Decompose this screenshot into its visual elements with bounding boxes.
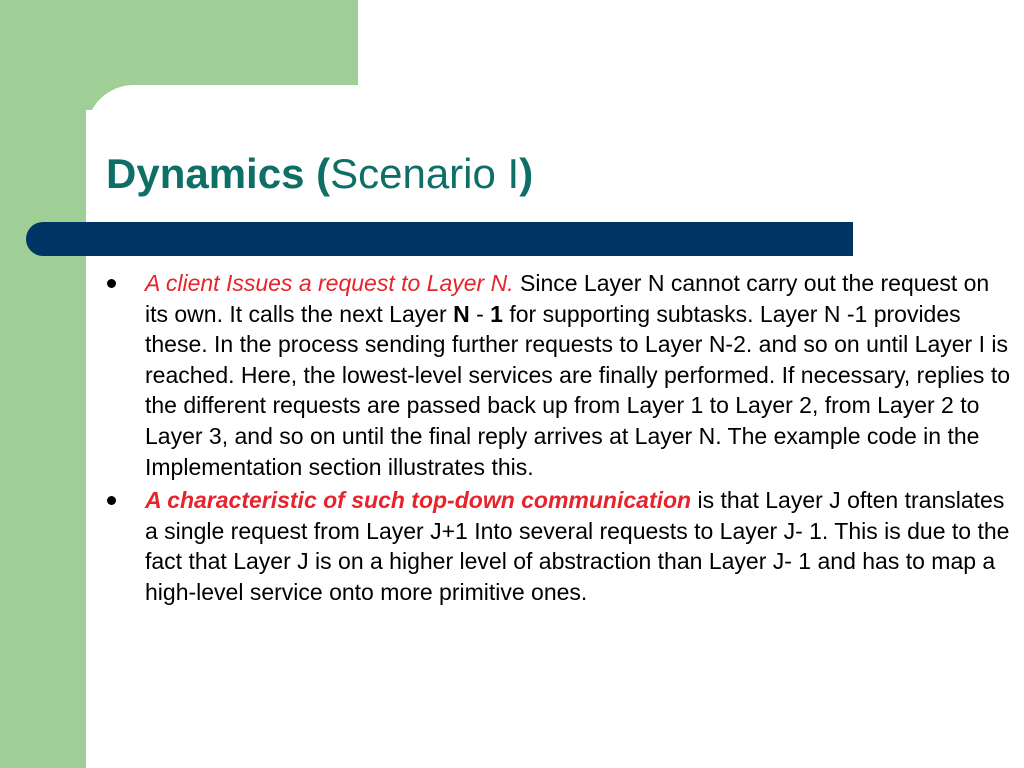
bullet-1-bold-n: N: [453, 300, 470, 327]
green-sidebar-decoration: [0, 0, 86, 768]
bullet-2-text: is that Layer J often translates a single request from Layer J+1 Into several requests to Layer J- 1. This is due to the fact that Layer J is on a higher level of abstraction than Layer J- 1 and has to map a high-level service onto more primitive ones.: [145, 487, 1010, 605]
bullet-dot-icon: [107, 279, 116, 288]
bullet-1-lead: A client Issues a request to Layer N.: [145, 270, 514, 296]
title-divider-bar: [26, 222, 853, 256]
bullet-item-2: [100, 485, 1010, 607]
title-closing-paren: ): [519, 150, 534, 197]
title-bold-part: Dynamics (: [106, 150, 331, 197]
bullet-2-lead: A characteristic of such top-down communication: [145, 487, 692, 514]
title-normal-part: Scenario I: [330, 150, 520, 197]
bullet-list: [100, 268, 1010, 611]
bullet-dot-icon: [107, 496, 116, 505]
bullet-item-1: [100, 268, 1010, 482]
bullet-1-text-b: for supporting subtasks. Layer N -1 provides these. In the process sending further requests to Layer N-2. and so on until Layer I is reached. Here, the lowest-level services are finally performed. If necessary, replies to the different requests are passed back up from Layer 1 to Layer 2, from Layer 2 to Layer 3, and so on until the final reply arrives at Layer N. The example code in the Implementation section illustrates this.: [145, 300, 1011, 480]
bullet-1-dash: -: [469, 300, 491, 327]
slide-title: [106, 148, 533, 200]
bullet-1-text-a: Since Layer N cannot carry out the request on its own. It calls the next Layer: [145, 270, 990, 327]
bullet-1-bold-1: 1: [490, 300, 503, 327]
